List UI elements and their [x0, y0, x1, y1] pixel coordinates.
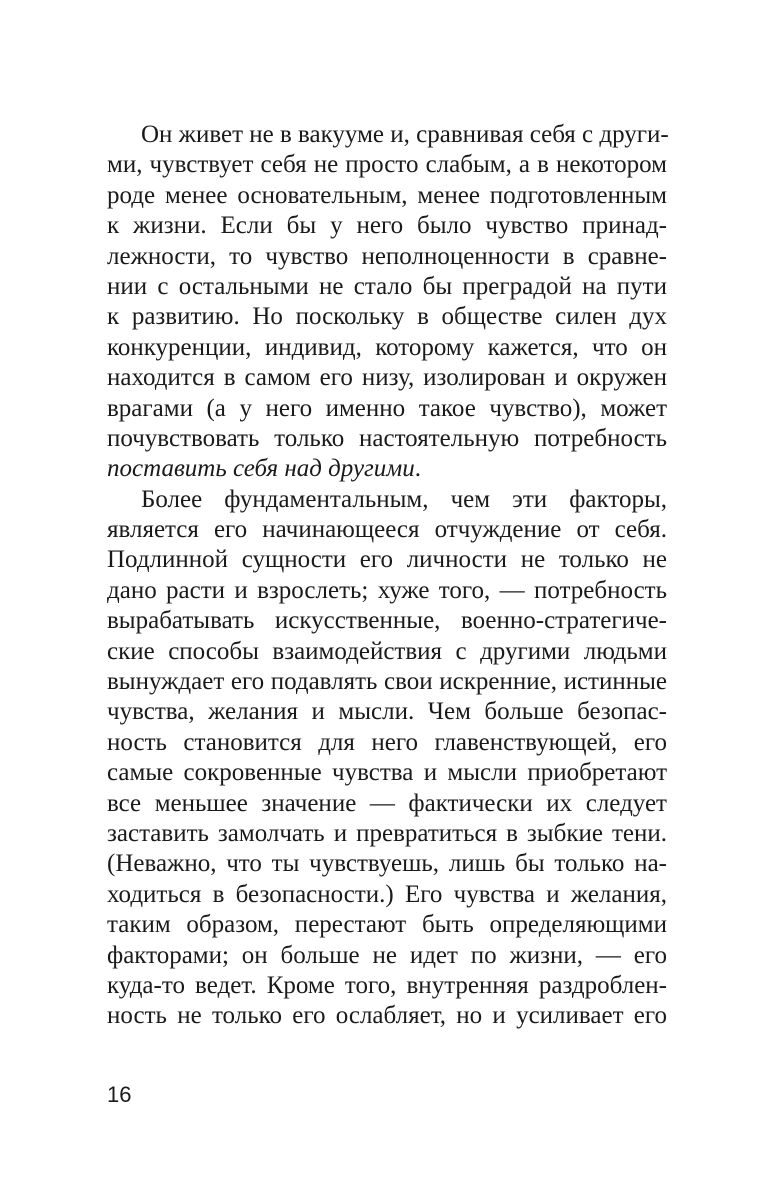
text-line: ми, чувствует себя не просто слабым, а в некотором — [107, 151, 667, 179]
text-line: (Неважно, что ты чувствуешь, лишь бы только на- — [107, 850, 667, 878]
text-line: нии с остальными не стало бы преградой на пути — [107, 272, 667, 300]
text-line: дано расти и взрослеть; хуже того, — потребность — [107, 576, 667, 604]
text-line: роде менее основательным, менее подготовленным — [107, 181, 667, 209]
text-line: факторами; он больше не идет по жизни, — его — [107, 941, 667, 969]
text-line — [107, 454, 667, 484]
text-line: вырабатывать искусственные, военно-стратегиче- — [107, 607, 667, 635]
text-line: Более фундаментальным, чем эти факторы, — [141, 485, 667, 513]
emphasis-text: поставить себя над другими — [107, 455, 415, 483]
text-line: конкуренции, индивид, которому кажется, что он — [107, 333, 667, 361]
text-line: самые сокровенные чувства и мысли приобретают — [107, 759, 667, 787]
text-line: к жизни. Если бы у него было чувство принад- — [107, 212, 667, 240]
text-line: таким образом, перестают быть определяющими — [107, 911, 667, 939]
body-text — [107, 120, 667, 1032]
text-line: ность не только его ослабляет, но и усиливает его — [107, 1002, 667, 1030]
text-line: к развитию. Но поскольку в обществе силен дух — [107, 303, 667, 331]
text-line: чувства, желания и мысли. Чем больше безопас- — [107, 698, 667, 726]
text-line: ность становится для него главенствующей, его — [107, 728, 667, 756]
text-line: врагами (а у него именно такое чувство), может — [107, 394, 667, 422]
text-line: вынуждает его подавлять свои искренние, истинные — [107, 668, 667, 696]
text-line: находится в самом его низу, изолирован и окружен — [107, 364, 667, 392]
paragraph-1 — [107, 120, 667, 485]
text-line: все меньшее значение — фактически их следует — [107, 789, 667, 817]
text-line: является его начинающееся отчуждение от себя. — [107, 516, 667, 544]
text-line: Он живет не в вакууме и, сравнивая себя с други- — [141, 121, 669, 148]
text-line: лежности, то чувство неполноценности в сравне- — [107, 242, 667, 270]
text-line: куда-то ведет. Кроме того, внутренняя раздроблен- — [107, 971, 667, 999]
text-line: Подлинной сущности его личности не только не — [107, 546, 667, 574]
emphasis-period: . — [414, 455, 422, 483]
paragraph-2 — [107, 485, 667, 1032]
text-line: ходиться в безопасности.) Его чувства и желания, — [107, 880, 667, 908]
text-line: заставить замолчать и превратиться в зыбкие тени. — [107, 819, 667, 847]
page-number: 16 — [107, 1082, 132, 1107]
text-line: почувствовать только настоятельную потребность — [107, 424, 667, 452]
text-line: ские способы взаимодействия с другими людьми — [107, 637, 667, 665]
